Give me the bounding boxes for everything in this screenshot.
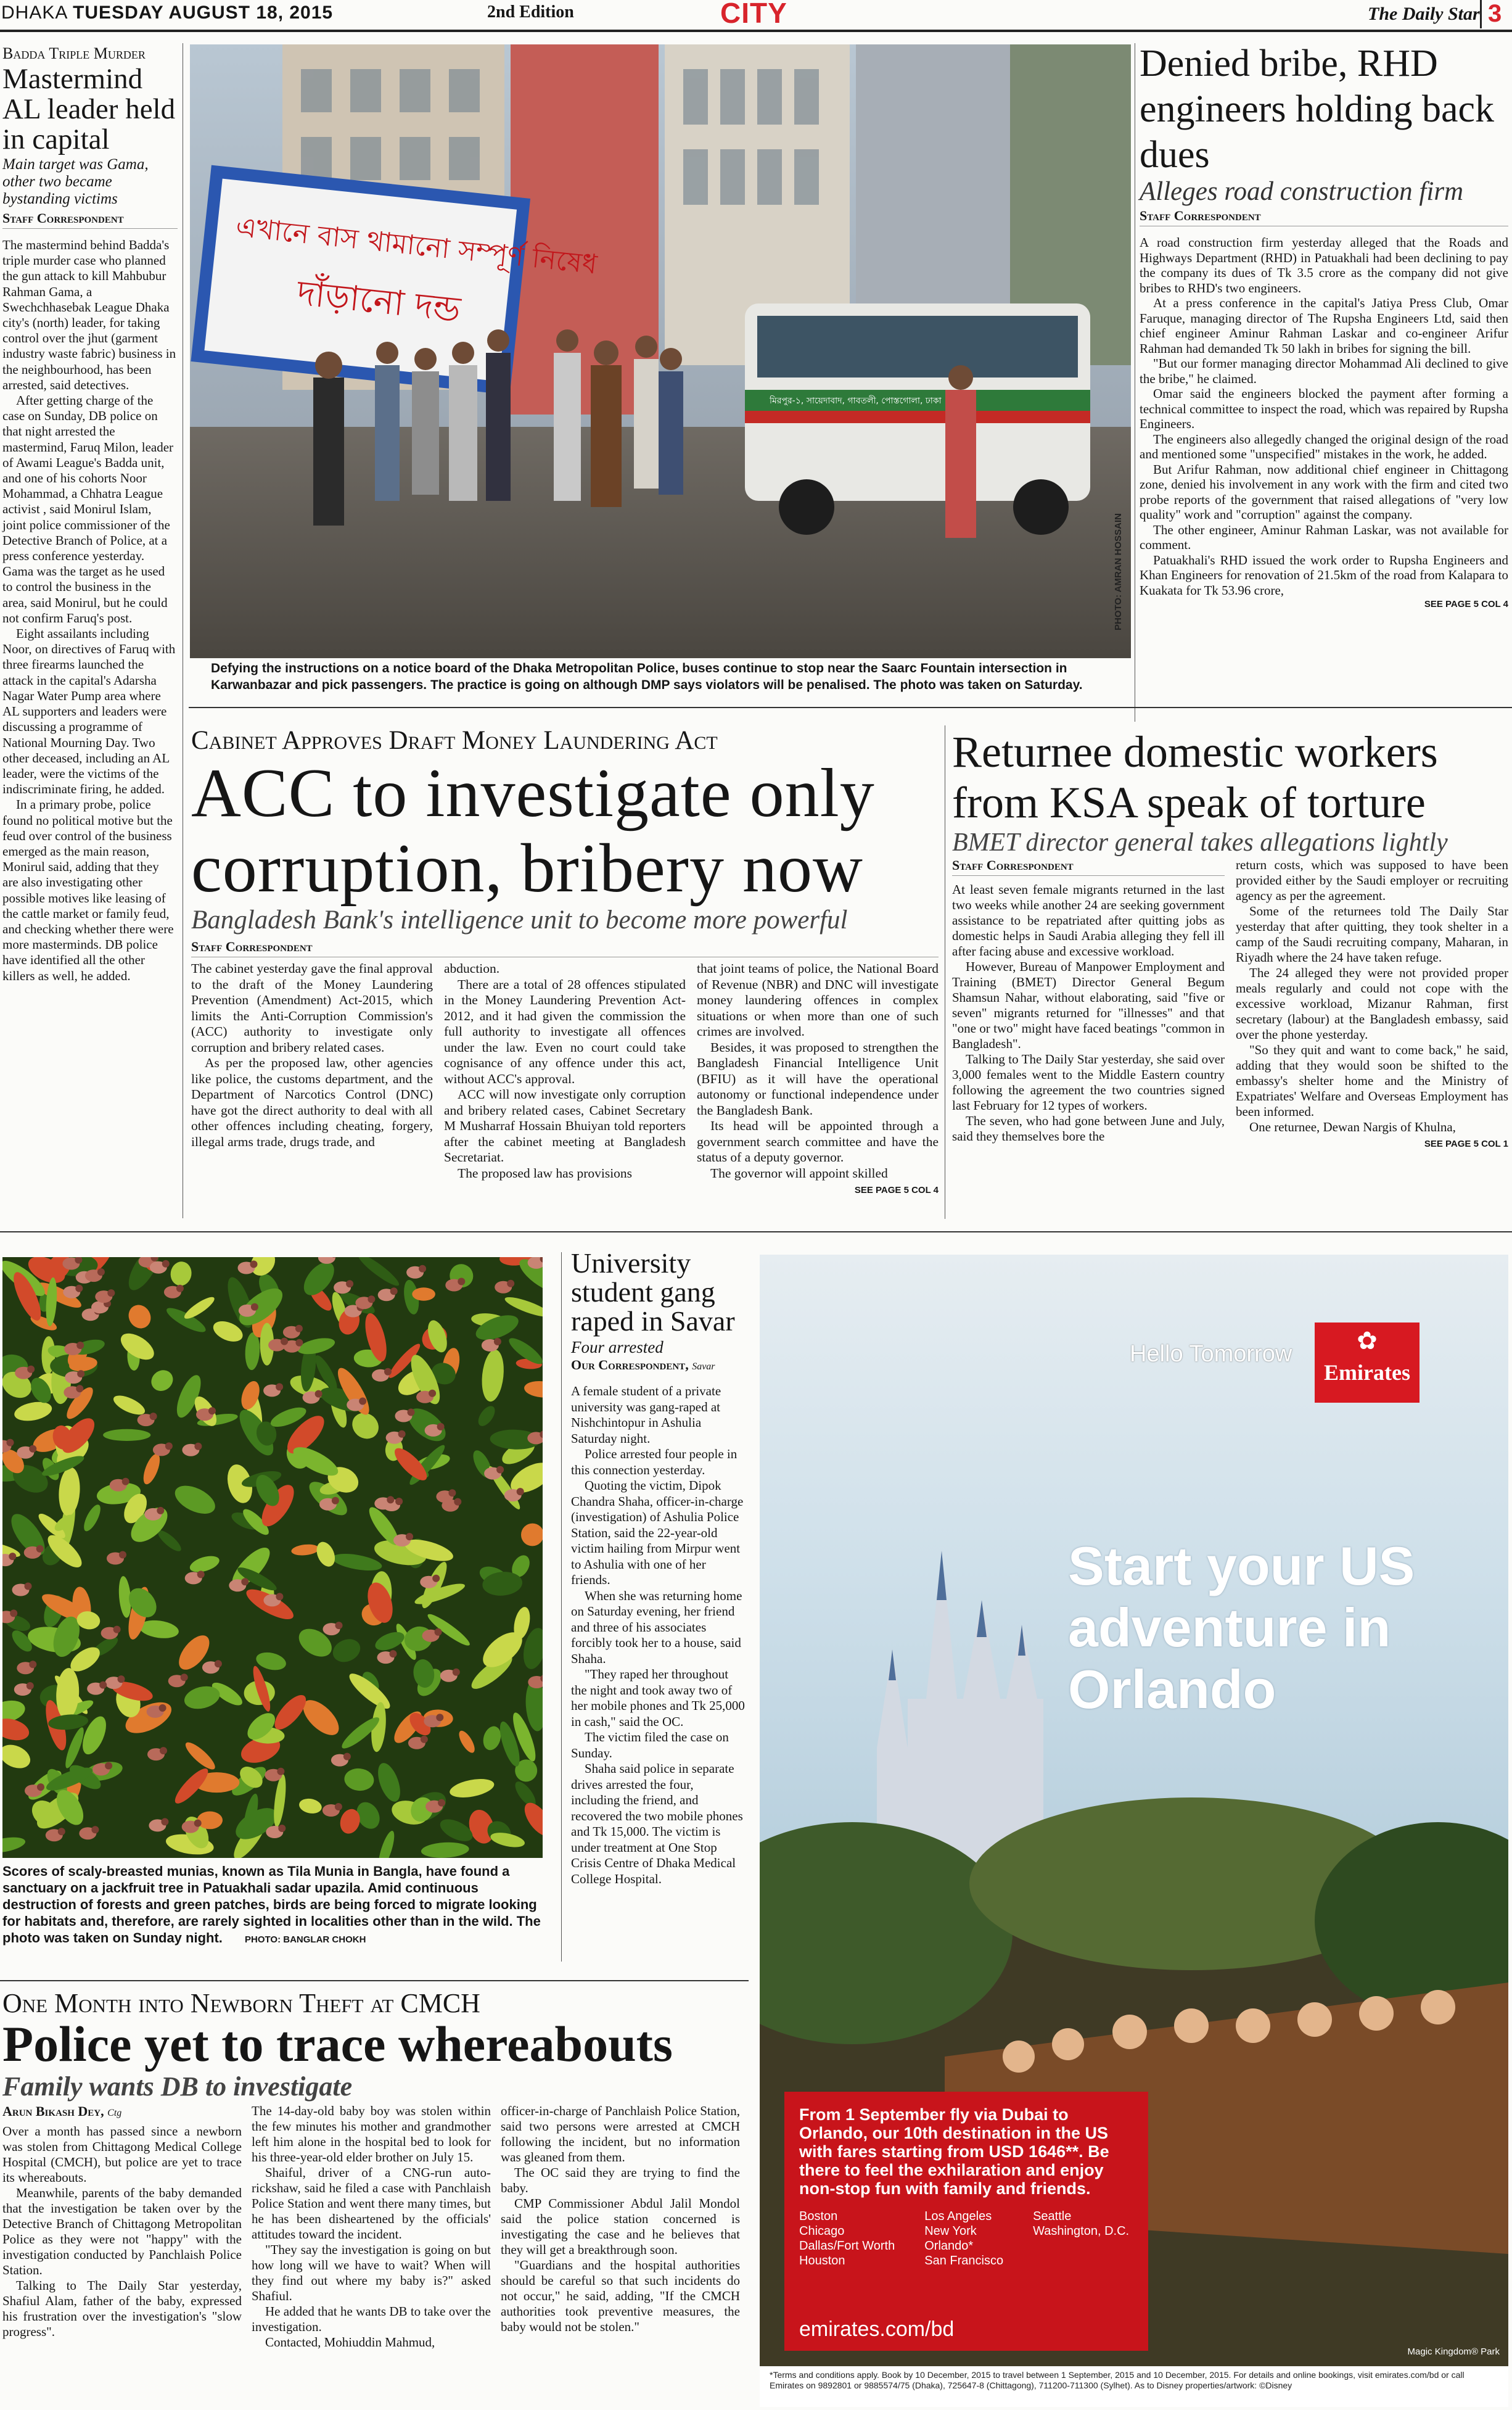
returnee-paragraph: However, Bureau of Manpower Employment and Training (BMET) Director General Begum Shamsun Nahar, without elaborating, said "five or seven" migrants returned for "illnesses" and that "one or two" might have faced beatings "common in Bangladesh". (952, 959, 1225, 1051)
bird-head-shape (58, 1828, 65, 1835)
bird-head-shape (215, 1660, 222, 1667)
bird-head-shape (251, 1303, 258, 1311)
acc-col-1 (191, 961, 433, 1199)
bird-head-shape (496, 1466, 504, 1474)
bird-head-shape (390, 1650, 397, 1657)
city-item: San Francisco (924, 2254, 1004, 2268)
newborn-article (2, 1987, 749, 2350)
badda-article (2, 44, 178, 984)
bird-head-shape (432, 1575, 440, 1582)
newborn-kicker: One Month into Newborn Theft at CMCH (2, 1988, 480, 2018)
main-photo-caption: Defying the instructions on a notice board of the Dhaka Metropolitan Police, buses continue to stop near the Saarc Fountain intersection in Karwanbazar and pick passengers. The practice is going on although DMP says violators will be penalised. The photo was taken on Saturday. (211, 661, 1083, 692)
bird-head-shape (118, 1675, 125, 1683)
bird-head-shape (194, 1443, 202, 1450)
bird-head-shape (343, 1753, 351, 1760)
savar-body (571, 1384, 745, 1887)
bird-head-shape (105, 1762, 112, 1770)
rhd-paragraph: Omar said the engineers blocked the payment after forming a technical committee to inspect the road, which was repaired by Rupsha Engineers. (1140, 386, 1508, 431)
rhd-paragraph: The other engineer, Aminur Rahman Laskar, was not available for comment. (1140, 522, 1508, 552)
bird-head-shape (435, 1628, 442, 1636)
dateline-city: DHAKA (1, 2, 67, 23)
city-item: Houston (799, 2254, 845, 2268)
section-rule (189, 707, 1512, 708)
bird-head-shape (27, 1366, 35, 1373)
bird-head-shape (346, 1280, 353, 1287)
emirates-top-ribbon (1130, 1323, 1494, 1409)
savar-deck: Four arrested (571, 1338, 664, 1356)
newborn-headline: Police yet to trace whereabouts (2, 2016, 673, 2072)
newborn-byline: Arun Bikash Dey, Ctg (2, 2103, 122, 2119)
bird-head-shape (29, 1445, 36, 1453)
emirates-tagline: Hello Tomorrow (1130, 1341, 1292, 1367)
acc-paragraph: abduction. (444, 961, 500, 976)
savar-byline-name: Our Correspondent (571, 1357, 686, 1372)
bird-head-shape (438, 1799, 445, 1807)
bird-head-shape (113, 1626, 121, 1633)
savar-byline: Our Correspondent, Savar (571, 1357, 715, 1372)
newborn-col-3 (501, 2103, 740, 2350)
bird-head-shape (421, 1736, 428, 1743)
newborn-paragraph: Contacted, Mohiuddin Mahmud, (265, 2335, 435, 2350)
section-title: CITY (720, 0, 787, 29)
savar-paragraph: Police arrested four people in this connection yesterday. (571, 1446, 738, 1477)
rhd-paragraph: "But our former managing director Mohammad Ali declined to give the bribe," he claimed. (1140, 356, 1508, 386)
bird-head-shape (276, 1383, 283, 1390)
savar-paragraph: A female student of a private university was gang-raped at Nishchintopur in Ashulia Saturday night. (571, 1384, 721, 1446)
badda-paragraph: After getting charge of the case on Sunday, DB police on that night arrested the mastermind, Faruq Milon, leader of Awami League's Badda unit, and one of his cohorts Noor Mohammad, a Chhatra League activist , said Monirul Islam, joint police commissioner of the Detective Branch of Police, at a press conference yesterday. Gama was the target as he used to control the business in the area, said Monirul, but he could not confirm Faruq's post. (2, 393, 174, 625)
bird-head-shape (406, 1533, 413, 1540)
savar-paragraph: "They raped her throughout the night and took away two of her mobile phones and Tk 25,000 in cash," said the OC. (571, 1667, 745, 1729)
badda-deck: Main target was Gama, other two became bystanding victims (2, 156, 149, 207)
acc-kicker: Cabinet Approves Draft Money Laundering Act (191, 726, 718, 755)
newspaper-logo: The Daily Star (1368, 4, 1480, 24)
banner-subtext: দাঁড়ানো দন্ড (295, 273, 462, 330)
bird-head-shape (9, 1553, 16, 1560)
badda-byline: Staff Correspondent (2, 210, 178, 229)
newborn-paragraph: officer-in-charge of Panchlaish Police Station, said two persons were arrested at CMCH following the incident, but no information was gleaned from them. (501, 2103, 740, 2164)
rhd-jump: SEE PAGE 5 COL 4 (1424, 599, 1508, 609)
bus-route-text: মিরপুর-১, সায়েদাবাদ, গাবতলী, পোস্তগোলা, ঢাকা (770, 396, 942, 406)
returnee-byline: Staff Correspondent (952, 857, 1225, 876)
rhd-paragraph: Patuakhali's RHD issued the work order to Rupsha Engineers and Khan Engineers for renovation of 21.5km of the road from Kalapara to Kuakata for Tk 53.96 crore, (1140, 552, 1508, 598)
acc-paragraph: Besides, it was proposed to strengthen the Bangladesh Financial Intelligence Unit (BFIU) as it will have the operational autonomy or functional independence under the Bangladesh Bank. (697, 1039, 939, 1118)
acc-deck: Bangladesh Bank's intelligence unit to become more powerful (191, 906, 848, 935)
masthead (0, 0, 1512, 32)
bird-head-shape (335, 1622, 343, 1629)
bird-head-shape (408, 1409, 415, 1416)
city-item: Chicago (799, 2224, 845, 2238)
ad-body: From 1 September fly via Dubai to Orlando, our 10th destination in the US with fares starting from USD 1646**. Be there to feel the exhilaration and enjoy non-stop fun with family and friends. (799, 2105, 1109, 2198)
ad-offer-box (784, 2092, 1148, 2314)
badda-body (2, 237, 178, 984)
newborn-paragraph: "They say the investigation is going on but how long will we have to wait? When will they find out where my baby is?" asked Shafiul. (252, 2242, 491, 2303)
bird-head-shape (332, 1497, 339, 1504)
dateline-date: TUESDAY AUGUST 18, 2015 (73, 2, 334, 23)
bird-head-shape (241, 1578, 249, 1585)
city-item: Orlando* (924, 2239, 974, 2253)
acc-article (191, 725, 939, 1199)
bird-head-shape (419, 1265, 426, 1273)
bird-head-shape (398, 1430, 406, 1438)
bird-head-shape (295, 1339, 303, 1347)
returnee-paragraph: The seven, who had gone between June and July, said they themselves bore the (952, 1113, 1225, 1144)
newborn-col-2 (252, 2103, 491, 2350)
emirates-logo-emblem: ✿ (1357, 1327, 1378, 1355)
emirates-ad[interactable] (760, 1255, 1508, 2407)
city-item: New York (924, 2224, 977, 2238)
birds-photo (2, 1257, 543, 1858)
returnee-paragraph: The 24 alleged they were not provided proper meals regularly and could not cope with the excessive workload, Mizanur Rahman, first secretary (labour) at the Bangladesh embassy, said over the phone yesterday. (1236, 965, 1508, 1042)
bird-head-shape (359, 1398, 366, 1405)
bird-head-shape (507, 1280, 514, 1287)
city-item: Los Angeles (924, 2210, 992, 2223)
bird-head-shape (315, 1390, 323, 1398)
acc-paragraph: As per the proposed law, other agencies like police, the customs department, and the Department of Narcotics Control (DNC) have got the direct authority to deal with all other offences including cheating, forgery, illegal arms trade, drugs trade, and (191, 1055, 433, 1149)
newborn-paragraph: He added that he wants DB to take over the investigation. (252, 2304, 491, 2334)
bird-head-shape (395, 1498, 403, 1505)
edition-label: 2nd Edition (487, 2, 574, 22)
bird-head-shape (161, 1818, 168, 1825)
city-item: Seattle (1033, 2210, 1072, 2223)
bird-head-shape (119, 1551, 126, 1559)
bird-head-shape (10, 1609, 17, 1617)
bird-head-shape (281, 1338, 288, 1345)
acc-paragraph: The governor will appoint skilled (710, 1165, 888, 1181)
bird-head-shape (162, 1260, 170, 1268)
bird-head-shape (29, 1661, 36, 1668)
city-item: Washington, D.C. (1033, 2224, 1130, 2238)
bird-head-shape (91, 1826, 99, 1833)
bird-head-shape (208, 1407, 216, 1414)
newborn-col-1 (2, 2103, 242, 2350)
emirates-logo (1315, 1323, 1420, 1403)
returnee-paragraph: Some of the returnees told The Daily Star yesterday that after quitting, they took shelter in a camp of the Saudi recruiting company, Maharan, in Riyadh where the 24 have taken refuge. (1236, 904, 1508, 965)
acc-headline: ACC to investigate only corruption, bribery now (191, 755, 875, 907)
bird-head-shape (107, 1289, 115, 1297)
bird-head-shape (27, 1682, 34, 1690)
city-item: Boston (799, 2210, 838, 2223)
newborn-paragraph: The 14-day-old baby boy was stolen within the few minutes his mother and grandmother left him alone in the hospital bed to look for his three-year-old elder brother on July 15. (252, 2103, 491, 2164)
bird-head-shape (390, 1287, 398, 1295)
badda-headline: Mastermind AL leader held in capital (2, 63, 176, 155)
bird-head-shape (197, 1570, 205, 1578)
bird-head-shape (75, 1285, 83, 1292)
birds-caption (2, 1863, 543, 1948)
bird-head-shape (159, 1704, 166, 1712)
bird-head-shape (384, 1368, 392, 1376)
rhd-paragraph: The engineers also allegedly changed the original design of the road and mentioned some "unspecified" mistakes in the work, he added. (1140, 431, 1508, 461)
bird-head-shape (181, 1673, 188, 1681)
acc-paragraph: Its head will be appointed through a government search committee and have the status of a deputy governor. (697, 1118, 939, 1165)
acc-col-3 (697, 961, 939, 1199)
bird-head-shape (176, 1285, 184, 1292)
acc-jump: SEE PAGE 5 COL 4 (854, 1185, 939, 1195)
bird-head-shape (278, 1825, 286, 1832)
savar-byline-place: Savar (692, 1361, 715, 1372)
section-rule (0, 1231, 1512, 1232)
bird-head-shape (160, 1747, 167, 1754)
leaf-shape (103, 1429, 150, 1441)
acc-paragraph: ACC will now investigate only corruption and bribery related cases, Cabinet Secretary M Musharraf Hossain Bhuiyan told reporters after the cabinet meeting at Bangladesh Secretariat. (444, 1087, 686, 1165)
birds-credit: PHOTO: BANGLAR CHOKH (245, 1934, 366, 1945)
savar-paragraph: When she was returning home on Saturday evening, her friend and three of his associates forcibly took her to a house, said Shaha. (571, 1588, 742, 1666)
street-scene-image (190, 44, 1131, 658)
rhd-paragraph: But Arifur Rahman, now additional chief engineer in Chittagong zone, denied his involvement in any work with the firm and cited two probe reports of the government that raised allegations of "very low quality" work and "corruption" against the company. (1140, 461, 1508, 522)
bird-head-shape (387, 1496, 394, 1503)
bird-head-shape (150, 1413, 157, 1420)
dateline (1, 2, 333, 23)
badda-paragraph: Eight assailants including Noor, on directives of Faruq with three firearms launched the attack in the capital's Adarsha Nagar Water Pump area where AL supporters and leaders were discussing a programme of National Mourning Day. Two other deceased, including an AL leader, were the victims of the indiscriminate firing, he added. (2, 626, 176, 797)
bird-head-shape (276, 1593, 283, 1600)
acc-byline: Staff Correspondent (191, 939, 939, 957)
bird-head-shape (250, 1261, 258, 1268)
acc-paragraph: There are a total of 28 offences stipulated in the Money Laundering Prevention Act-2012, and it had given the commission the full authority to investigate all offences under the law. Even no court could take cognisance of any offence under this act, without ACC's approval. (444, 976, 686, 1086)
ad-fineprint: *Terms and conditions apply. Book by 10 December, 2015 to travel between 1 September, 2015 and 10 December, 2015. For details and online bookings, visit emirates.com/bd or call Emirates on 9892801 or 9885574/75 (Dhaka), 725647-8 (Chittagong), 711200-711300 (Sylhet). As to Disney properties/artwork: ©Disney (760, 2366, 1508, 2407)
main-photo (190, 44, 1131, 658)
returnee-paragraph: return costs, which was supposed to have been provided either by the Saudi employer or recruiting agency as per the agreement. (1236, 857, 1508, 903)
bird-head-shape (335, 1803, 342, 1810)
returnee-deck: BMET director general takes allegations lightly (952, 828, 1448, 857)
ad-cities-col-3 (1033, 2209, 1129, 2268)
rhd-headline: Denied bribe, RHD engineers holding back dues (1140, 43, 1495, 176)
newborn-deck: Family wants DB to investigate (2, 2071, 353, 2102)
savar-paragraph: Quoting the victim, Dipok Chandra Shaha, officer-in-charge (investigation) of Ashulia Police Station, said the 22-year-old victim hailing from Mirpur went to Ashulia with one of her friends. (571, 1478, 744, 1587)
section-rule (0, 1980, 749, 1981)
ad-photo-credit: Magic Kingdom® Park (1407, 2346, 1500, 2357)
bird-head-shape (99, 1682, 107, 1689)
bird-head-shape (122, 1478, 129, 1485)
newborn-paragraph: "Guardians and the hospital authorities should be careful so that such incidents do not occur," he said, adding, "If the CMCH authorities took preventive measures, the baby would not be stolen." (501, 2258, 740, 2334)
returnee-jump: SEE PAGE 5 COL 1 (1424, 1139, 1508, 1149)
newborn-paragraph: CMP Commissioner Abdul Jalil Mondol said the police station concerned is investigating the case and he believes that they will get a breakthrough soon. (501, 2196, 740, 2257)
returnee-paragraph: At least seven female migrants returned in the last two weeks while another 24 are seeking government assistance to be repatriated after quitting jobs as domestic helps in Saudi Arabia alleging they fell ill after facing abuse and excessive workload. (952, 882, 1225, 959)
banner-text: এখানে বাস থামানো সম্পূর্ণ নিষেধ (234, 211, 599, 281)
rhd-deck: Alleges road construction firm (1140, 177, 1464, 206)
newborn-byline-place: Ctg (107, 2108, 122, 2118)
bird-head-shape (76, 1385, 83, 1392)
ad-url-link[interactable]: emirates.com/bd (784, 2314, 1148, 2351)
bird-head-shape (77, 1370, 84, 1377)
badda-paragraph: The mastermind behind Badda's triple murder case who planned the gun attack to kill Mahbubur Rahman Gama, a Swechchhasebak League Dhaka city's (north) leader, for taking control over the jhut (garment industry waste fabric) business in the neighbourhood, has been arrested, said detectives. (2, 237, 176, 392)
returnee-col-2 (1236, 857, 1508, 1152)
newborn-paragraph: Shaiful, driver of a CNG-run auto-rickshaw, said he filed a case with Panchlaish Police Station and went there many times, but he has been disheartened by the officials' attitudes toward the incident. (252, 2165, 491, 2242)
rhd-body (1140, 235, 1508, 598)
newborn-byline-name: Arun Bikash Dey (2, 2103, 101, 2119)
bird-head-shape (157, 1507, 164, 1514)
savar-paragraph: Shaha said police in separate drives arrested the four, including the friend, and recovered the two mobile phones and Tk 15,000. The victim is under treatment at One Stop Crisis Centre of Dhaka Medical College Hospital. (571, 1761, 743, 1886)
bird-head-shape (453, 1669, 460, 1676)
ad-cities-col-2 (924, 2209, 1003, 2268)
bird-head-shape (517, 1488, 524, 1495)
bird-head-shape (25, 1583, 32, 1590)
savar-headline: University student gang raped in Savar (571, 1247, 735, 1337)
acc-paragraph: The proposed law has provisions (458, 1165, 633, 1181)
leaf-shape (197, 1812, 223, 1830)
bird-head-shape (37, 1783, 44, 1791)
returnee-headline: Returnee domestic workers from KSA speak of torture (952, 727, 1438, 827)
rhd-paragraph: A road construction firm yesterday alleged that the Roads and Highways Department (RHD) in Patuakhali had been declining to pay the company its dues of Tk 3.5 crore as the company did not give bribes to RHD's two engineers. (1140, 235, 1508, 295)
newborn-paragraph: Meanwhile, parents of the baby demanded that the investigation be taken over by the Detective Branch of Chittagong Metropolitan Police as they were not "happy" with the investigation conducted by Panchlaish Police Station. (2, 2185, 242, 2277)
bird-head-shape (454, 1498, 461, 1506)
bird-head-shape (7, 1439, 14, 1446)
badda-paragraph: In a primary probe, police found no political motive but the feud over control of the business emerged as the main reason, Monirul said, adding that they are also investigating other possible motives like leasing of the cattle market or family feud, and checking whether there were more masterminds. DB police have identified all the other killers as well, he added. (2, 797, 174, 983)
acc-col-2 (444, 961, 686, 1199)
ad-cities-col-1 (799, 2209, 895, 2268)
bird-head-shape (437, 1423, 445, 1430)
rhd-article (1140, 41, 1508, 609)
birds-caption-text: Scores of scaly-breasted munias, known as Tila Munia in Bangla, have found a sanctuary on a jackfruit tree in Patuakhali sadar upazila. Amid continuous destruction of forests and green patches, birds are being forced to migrate looking for habitats and, therefore, are rarely sighted in localities other than in the wild. The photo was taken on Sunday night. (2, 1863, 541, 1946)
bird-head-shape (494, 1338, 501, 1345)
returnee-col-1 (952, 857, 1225, 1152)
ad-headline: Start your US adventure in Orlando (1068, 1535, 1415, 1720)
column-rule (561, 1252, 562, 1962)
munia-birds-image (2, 1257, 543, 1858)
newborn-paragraph: Over a month has passed since a newborn was stolen from Chittagong Medical College Hospital (CMCH), but police are yet to trace its whereabouts. (2, 2124, 242, 2185)
bird-head-shape (97, 1268, 105, 1276)
bird-head-shape (277, 1768, 284, 1775)
emirates-brand-name: Emirates (1324, 1360, 1410, 1385)
returnee-paragraph: "So they quit and want to come back," he said, adding that they would soon be shifted to the embassy's shelter home and the Ministry of Expatriates' Welfare and Overseas Employment has been informed. (1236, 1042, 1508, 1119)
returnee-article (952, 727, 1508, 1152)
bird-head-shape (295, 1325, 303, 1332)
savar-paragraph: The victim filed the case on Sunday. (571, 1730, 729, 1760)
rhd-paragraph: At a press conference in the capital's Jatiya Press Club, Omar Faruque, managing director of The Rupsha Engineers Ltd, said then chief engineer Aminur Rahman Laskar and co-engineer Arifur Rahman had demanded Tk 50 lakh in bribes for signing the bill. (1140, 295, 1508, 356)
newborn-paragraph: Talking to The Daily Star yesterday, Shafiul Alam, father of the baby, expressed his frustration over the investigation's "slow progress". (2, 2278, 242, 2339)
savar-article (571, 1248, 745, 1887)
bird-head-shape (165, 1442, 173, 1450)
bird-head-shape (436, 1714, 443, 1721)
bird-head-shape (76, 1342, 84, 1349)
city-item: Dallas/Fort Worth (799, 2239, 895, 2253)
bird-head-shape (448, 1489, 456, 1496)
returnee-paragraph: Talking to The Daily Star yesterday, she said over 3,000 females went to the Middle Eastern country following the agreement the two countries signed last February for 12 types of workers. (952, 1052, 1225, 1113)
bird-head-shape (458, 1278, 465, 1285)
newborn-paragraph: The OC said they are trying to find the baby. (501, 2165, 740, 2195)
photo-credit: PHOTO: AMRAN HOSSAIN (1113, 513, 1124, 630)
bird-head-shape (194, 1820, 202, 1827)
leaf-shape (412, 1287, 435, 1300)
page-number: 3 (1480, 0, 1502, 28)
bird-head-shape (368, 1295, 375, 1303)
badda-kicker: Badda Triple Murder (2, 44, 146, 62)
acc-paragraph: The cabinet yesterday gave the final approval to the draft of the Money Laundering Prevention (Amendment) Act-2015, which limits the Anti-Corruption Commission's (ACC) authority to investigate only corruption and bribery related cases. (191, 961, 433, 1055)
bird-head-shape (36, 1545, 44, 1553)
bird-head-shape (429, 1390, 436, 1397)
acc-paragraph: that joint teams of police, the National Board of Revenue (NBR) and DNC will investigate money laundering offences in complex situations or when more than one of such crimes are involved. (697, 961, 939, 1039)
returnee-paragraph: One returnee, Dewan Nargis of Khulna, (1249, 1120, 1456, 1134)
rhd-byline: Staff Correspondent (1140, 208, 1508, 226)
